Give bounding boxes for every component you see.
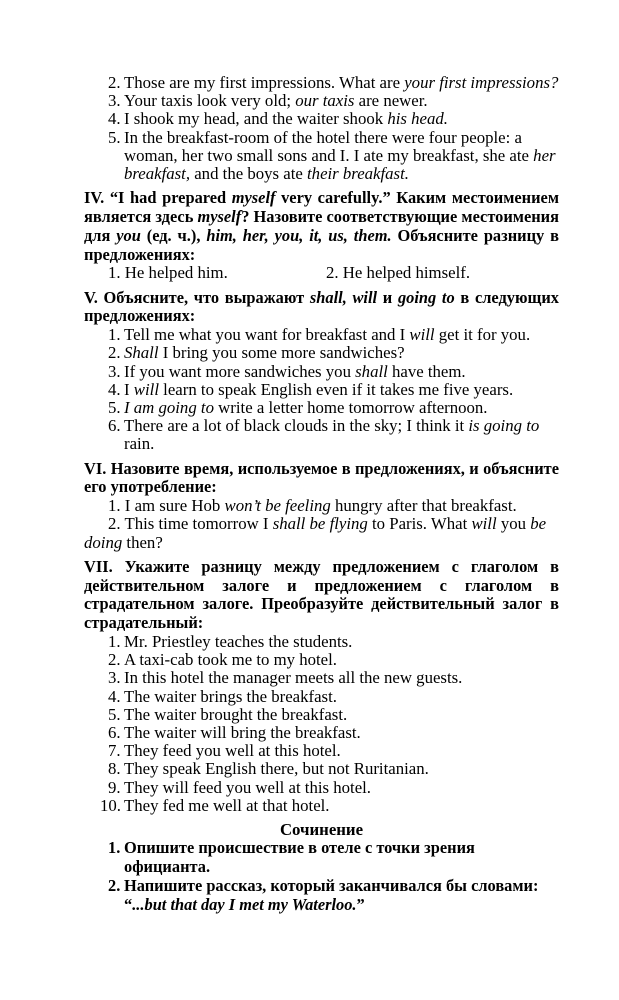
exercise-3-item-3 — [84, 110, 559, 128]
exercise-7-item-text: They speak English there, but not Ruritanian. — [124, 759, 429, 779]
exercise-7-item-number: 9. — [108, 777, 121, 797]
exercise-4-list — [84, 264, 559, 282]
exercise-3-item-number: 3. — [108, 91, 121, 111]
exercise-7-item-4 — [84, 688, 559, 706]
exercise-5-item-text: I am going to write a letter home tomorrow afternoon. — [124, 398, 488, 418]
exercise-5-item-text: There are a lot of black clouds in the sky; I think it is going to rain. — [124, 416, 540, 454]
exercise-7-item-6 — [84, 724, 559, 742]
exercise-7-item-10 — [84, 797, 559, 815]
essay-item-1 — [84, 839, 559, 877]
exercise-3-item-number: 2. — [108, 73, 121, 92]
exercise-3-item-text: Those are my first impressions. What are your first impressions? — [124, 73, 559, 92]
exercise-5-item-number: 6. — [108, 416, 121, 436]
exercise-6-heading: VI. Назовите время, используемое в предложениях, и объясните его употребление: — [84, 458, 559, 497]
exercise-5-item-number: 4. — [108, 379, 121, 399]
essay-title: Сочинение — [279, 820, 364, 840]
essay-item-number: 1. — [108, 838, 121, 858]
exercise-7-item-5 — [84, 706, 559, 724]
exercise-5-heading: V. Объясните, что выражают shall, will и going to в следующих предложениях: — [84, 287, 559, 326]
exercise-7-item-9 — [84, 779, 559, 797]
exercise-7-list — [84, 633, 559, 815]
exercise-7-item-3 — [84, 669, 559, 687]
exercise-7-item-text: They will feed you well at this hotel. — [124, 777, 371, 797]
exercise-7-item-text: The waiter will bring the breakfast. — [124, 723, 361, 743]
exercise-7-item-number: 4. — [108, 686, 121, 706]
exercise-5-item-number: 3. — [108, 361, 121, 381]
exercise-3-item-text: I shook my head, and the waiter shook his head. — [124, 109, 448, 129]
exercise-5-item-text: If you want more sandwiches you shall have them. — [124, 361, 466, 381]
exercise-7-item-2 — [84, 651, 559, 669]
exercise-7-heading: VII. Укажите разницу между предложением с глаголом в действительном залоге и предложением с глаголом в страдательном залоге. Преобразуйте действительный залог в страдательный: — [84, 556, 559, 633]
essay-list — [84, 839, 559, 914]
essay-item-text: Напишите рассказ, который заканчивался бы словами: “...but that day I met my Waterloo.” — [124, 875, 539, 914]
exercise-7-item-number: 10. — [100, 795, 121, 815]
exercise-7-item-number: 8. — [108, 759, 121, 779]
exercise-3-item-1 — [84, 74, 559, 92]
exercise-5-item-1 — [84, 326, 559, 344]
exercise-5-list — [84, 326, 559, 453]
exercise-5-item-4 — [84, 381, 559, 399]
essay-item-2 — [84, 877, 559, 915]
exercise-7-item-number: 5. — [108, 704, 121, 724]
exercise-4-heading: IV. “I had prepared myself very carefully.” Каким местоимением является здесь myself? Назовите соответствующие местоимения для you (ед. ч.), him, her, you, it, us, them. Объясните разницу в предложениях: — [84, 188, 559, 264]
exercise-5-item-5 — [84, 399, 559, 417]
exercise-5-item-number: 5. — [108, 398, 121, 418]
exercise-7-item-1 — [84, 633, 559, 651]
exercise-7-item-text: They feed you well at this hotel. — [124, 741, 341, 761]
exercise-7-item-text: They fed me well at that hotel. — [124, 795, 330, 815]
exercise-5-item-3 — [84, 363, 559, 381]
exercise-3-item-text: In the breakfast-room of the hotel there were four people: a woman, her two small sons and I. I ate my breakfast, she ate her breakfast, and the boys ate their breakfast. — [124, 127, 556, 184]
exercise-7-item-8 — [84, 760, 559, 778]
exercise-7-item-text: A taxi-cab took me to my hotel. — [124, 650, 337, 670]
exercise-3-list — [84, 74, 559, 183]
exercise-7-item-number: 2. — [108, 650, 121, 670]
exercise-7-item-text: The waiter brings the breakfast. — [124, 686, 337, 706]
exercise-3-item-number: 4. — [108, 109, 121, 129]
exercise-5-item-text: Shall I bring you some more sandwiches? — [124, 343, 405, 363]
exercise-6-item-1: 1. I am sure Hob won’t be feeling hungry after that breakfast. — [108, 496, 517, 516]
exercise-5-item-number: 2. — [108, 343, 121, 363]
exercise-5-item-6 — [84, 417, 559, 453]
essay-item-number: 2. — [108, 875, 121, 895]
exercise-7-item-text: Mr. Priestley teaches the students. — [124, 632, 353, 652]
exercise-4-item-1: 1. He helped him. — [108, 263, 228, 283]
essay-item-text: Опишите происшествие в отеле с точки зрения официанта. — [124, 838, 475, 877]
exercise-5-item-text: Tell me what you want for breakfast and I will get it for you. — [124, 325, 531, 345]
exercise-7-item-number: 3. — [108, 668, 121, 688]
exercise-7-item-number: 6. — [108, 723, 121, 743]
exercise-6-item-2: 2. This time tomorrow I shall be flying to Paris. What will you be doing then? — [84, 514, 547, 552]
exercise-7-item-text: In this hotel the manager meets all the new guests. — [124, 668, 463, 688]
exercise-4-item-2: 2. He helped himself. — [326, 263, 471, 283]
exercise-7-item-number: 7. — [108, 741, 121, 761]
exercise-3-item-4 — [84, 129, 559, 184]
exercise-7-item-7 — [84, 742, 559, 760]
page — [84, 74, 559, 914]
exercise-7-item-text: The waiter brought the breakfast. — [124, 704, 348, 724]
exercise-3-item-number: 5. — [108, 127, 121, 147]
exercise-3-item-text: Your taxis look very old; our taxis are newer. — [124, 91, 428, 111]
exercise-5-item-number: 1. — [108, 325, 121, 345]
exercise-3-item-2 — [84, 92, 559, 110]
exercise-5-item-2 — [84, 344, 559, 362]
exercise-5-item-text: I will learn to speak English even if it takes me five years. — [124, 379, 514, 399]
exercise-7-item-number: 1. — [108, 632, 121, 652]
